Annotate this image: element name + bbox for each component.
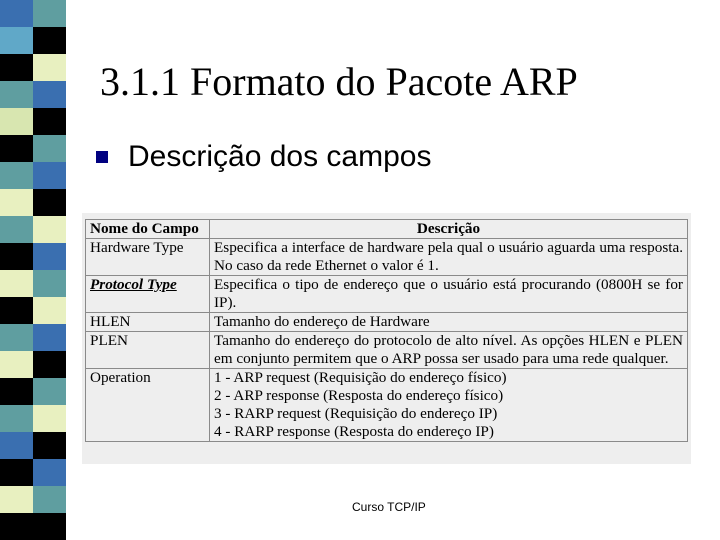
stripe-block xyxy=(33,189,66,216)
stripe-block xyxy=(0,162,33,189)
table-header-row xyxy=(86,220,688,239)
stripe-block xyxy=(0,216,33,243)
stripe-block xyxy=(33,216,66,243)
field-name-cell: PLEN xyxy=(86,332,210,369)
description-line: 3 - RARP request (Requisição do endereço IP) xyxy=(214,405,498,422)
stripe-block xyxy=(33,81,66,108)
table-row xyxy=(86,369,688,442)
field-description-cell xyxy=(210,369,688,442)
stripe-block xyxy=(33,27,66,54)
square-bullet-icon xyxy=(96,151,108,163)
field-description-cell xyxy=(210,313,688,332)
bullet-item xyxy=(96,140,431,174)
decorative-stripe xyxy=(0,0,66,540)
stripe-block xyxy=(0,0,33,27)
field-description-cell xyxy=(210,239,688,276)
table-row xyxy=(86,313,688,332)
stripe-block xyxy=(0,297,33,324)
stripe-block xyxy=(33,0,66,27)
bullet-text: Descrição dos campos xyxy=(128,140,432,173)
stripe-block xyxy=(33,351,66,378)
table-row xyxy=(86,332,688,369)
stripe-column-right xyxy=(33,0,66,540)
stripe-block xyxy=(0,486,33,513)
field-name-cell: Protocol Type xyxy=(86,276,210,313)
stripe-block xyxy=(0,432,33,459)
footer-text: Curso TCP/IP xyxy=(352,500,426,514)
stripe-block xyxy=(33,486,66,513)
field-description-cell xyxy=(210,276,688,313)
slide-title: 3.1.1 Formato do Pacote ARP xyxy=(100,59,578,104)
stripe-block xyxy=(33,243,66,270)
stripe-block xyxy=(33,297,66,324)
stripe-block xyxy=(0,405,33,432)
stripe-block xyxy=(0,243,33,270)
stripe-block xyxy=(33,459,66,486)
description-line: Especifica o tipo de endereço que o usuário está procurando (0800H se for IP). xyxy=(214,276,683,311)
description-line: Tamanho do endereço do protocolo de alto nível. As opções HLEN e PLEN em conjunto permitem que o ARP possa ser usado para uma rede qualquer. xyxy=(214,332,683,367)
header-description: Descrição xyxy=(210,220,688,239)
field-name-cell: Hardware Type xyxy=(86,239,210,276)
stripe-block xyxy=(33,324,66,351)
stripe-block xyxy=(0,378,33,405)
field-name-cell: HLEN xyxy=(86,313,210,332)
stripe-block xyxy=(0,135,33,162)
header-field-name: Nome do Campo xyxy=(86,220,210,239)
stripe-block xyxy=(33,378,66,405)
stripe-block xyxy=(0,189,33,216)
stripe-column-left xyxy=(0,0,33,540)
stripe-block xyxy=(33,135,66,162)
stripe-block xyxy=(33,513,66,540)
description-line: Tamanho do endereço de Hardware xyxy=(214,313,430,330)
stripe-block xyxy=(0,108,33,135)
fields-table-image xyxy=(82,213,691,464)
stripe-block xyxy=(0,81,33,108)
stripe-block xyxy=(33,108,66,135)
stripe-block xyxy=(0,459,33,486)
stripe-block xyxy=(33,54,66,81)
fields-table xyxy=(85,219,688,442)
stripe-block xyxy=(33,405,66,432)
stripe-block xyxy=(0,54,33,81)
stripe-block xyxy=(0,27,33,54)
description-line: 1 - ARP request (Requisição do endereço físico) xyxy=(214,369,507,386)
description-line: 4 - RARP response (Resposta do endereço IP) xyxy=(214,423,494,440)
description-line: Especifica a interface de hardware pela qual o usuário aguarda uma resposta. No caso da rede Ethernet o valor é 1. xyxy=(214,239,683,274)
stripe-block xyxy=(0,324,33,351)
field-description-cell xyxy=(210,332,688,369)
stripe-block xyxy=(0,270,33,297)
stripe-block xyxy=(0,351,33,378)
table-row xyxy=(86,239,688,276)
stripe-block xyxy=(0,513,33,540)
stripe-block xyxy=(33,270,66,297)
table-row xyxy=(86,276,688,313)
description-line: 2 - ARP response (Resposta do endereço físico) xyxy=(214,387,504,404)
stripe-block xyxy=(33,432,66,459)
stripe-block xyxy=(33,162,66,189)
field-name-cell: Operation xyxy=(86,369,210,442)
